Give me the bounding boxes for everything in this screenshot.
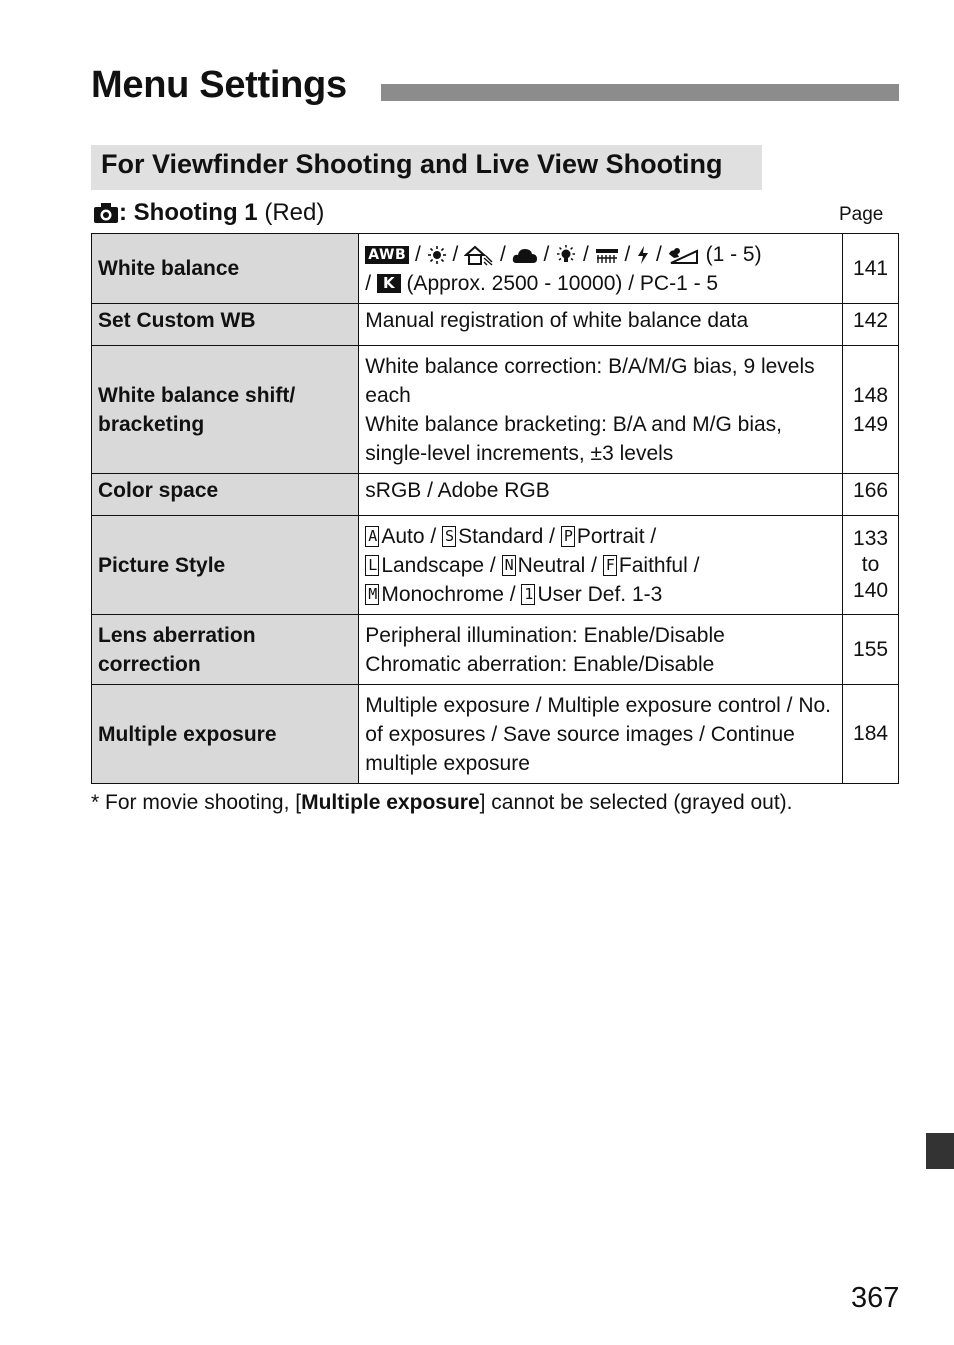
chapter-thumb-tab [926, 1133, 954, 1169]
page-ref: 166 [843, 474, 899, 516]
table-row [92, 474, 899, 516]
table-row [92, 516, 899, 615]
wb-custom-range: (1 - 5) [705, 242, 762, 266]
picture-style-label: Faithful [618, 553, 688, 577]
table-row [92, 685, 899, 784]
page-ref: 142 [843, 304, 899, 346]
footnote-suffix: ] cannot be selected (grayed out). [479, 791, 793, 814]
picture-style-standard-icon: S [442, 526, 456, 547]
wb-correction-text: White balance correction: B/A/M/G bias, 9 levels each [365, 354, 815, 407]
page-title: Menu Settings [91, 64, 347, 106]
picture-style-faithful-icon: F [603, 555, 617, 576]
setting-name: White balance shift/ bracketing [92, 346, 359, 474]
table-row [92, 304, 899, 346]
shade-icon [464, 244, 494, 266]
custom-wb-icon [668, 245, 700, 265]
page-ref-2: 140 [853, 579, 889, 602]
page-ref-2: 149 [853, 412, 889, 436]
picture-style-portrait-icon: P [561, 526, 575, 547]
picture-style-label: Portrait [576, 524, 645, 548]
footnote-bold-term: Multiple exposure [301, 791, 480, 814]
table-row [92, 615, 899, 685]
picture-style-label: Monochrome [381, 582, 504, 606]
camera-icon [93, 202, 119, 224]
page-ref-1: 133 [853, 527, 889, 550]
setting-name: Color space [92, 474, 359, 516]
tungsten-icon [555, 244, 577, 266]
menu-heading [93, 198, 324, 228]
setting-name: White balance [92, 234, 359, 304]
footnote [91, 791, 792, 815]
setting-name: Set Custom WB [92, 304, 359, 346]
page-ref: 184 [843, 685, 899, 784]
picture-style-auto-icon: A [365, 526, 379, 547]
kelvin-icon: K [377, 274, 401, 293]
fluorescent-icon [595, 245, 619, 265]
peripheral-illumination-text: Peripheral illumination: Enable/Disable [365, 623, 725, 647]
page-ref [843, 516, 899, 615]
picture-style-label: Landscape [381, 553, 485, 577]
setting-description [359, 615, 843, 685]
setting-description: Manual registration of white balance data [359, 304, 843, 346]
daylight-icon [427, 245, 447, 265]
title-divider-bar [381, 84, 899, 101]
table-row [92, 234, 899, 304]
page-column-label: Page [839, 204, 884, 225]
picture-style-user-icon: 1 [521, 584, 535, 605]
setting-description: Multiple exposure / Multiple exposure control / No. of exposures / Save source images / Continue multiple exposure [359, 685, 843, 784]
wb-bracketing-text: White balance bracketing: B/A and M/G bias, single-level increments, ±3 levels [365, 412, 783, 465]
picture-style-neutral-icon: N [502, 555, 516, 576]
footnote-prefix: * For movie shooting, [ [91, 791, 302, 814]
awb-icon: AWB [365, 246, 409, 264]
picture-style-monochrome-icon: M [365, 584, 379, 605]
table-row [92, 346, 899, 474]
picture-style-label: Neutral [517, 553, 586, 577]
picture-style-label: User Def. 1-3 [537, 582, 663, 606]
setting-description: AWB / / / / / / / (1 - 5) / K (Approx. 2500 - 10000) / PC-1 - 5 [359, 234, 843, 304]
page-ref-1: 148 [853, 383, 889, 407]
menu-name: : Shooting 1 [119, 199, 258, 226]
setting-description: sRGB / Adobe RGB [359, 474, 843, 516]
section-heading: For Viewfinder Shooting and Live View Shooting [101, 149, 723, 179]
chromatic-aberration-text: Chromatic aberration: Enable/Disable [365, 652, 715, 676]
setting-name: Lens aberration correction [92, 615, 359, 685]
menu-settings-table [91, 233, 899, 784]
menu-color-note: (Red) [264, 199, 325, 226]
page-ref: 155 [843, 615, 899, 685]
page-ref [843, 346, 899, 474]
wb-kelvin-range: (Approx. 2500 - 10000) / PC-1 - 5 [406, 271, 719, 295]
picture-style-landscape-icon: L [365, 555, 379, 576]
page-number: 367 [851, 1282, 900, 1314]
picture-style-label: Standard [458, 524, 544, 548]
picture-style-label: Auto [381, 524, 425, 548]
cloudy-icon [512, 245, 538, 265]
page-ref: 141 [843, 234, 899, 304]
setting-description: A Auto / S Standard / P Portrait / L Landscape / N Neutral / F Faithful / M Monochrome / 1 User Def. 1-3 [359, 516, 843, 615]
setting-name: Picture Style [92, 516, 359, 615]
setting-name: Multiple exposure [92, 685, 359, 784]
setting-description [359, 346, 843, 474]
page-ref-to: to [861, 553, 880, 576]
flash-icon [636, 245, 650, 265]
